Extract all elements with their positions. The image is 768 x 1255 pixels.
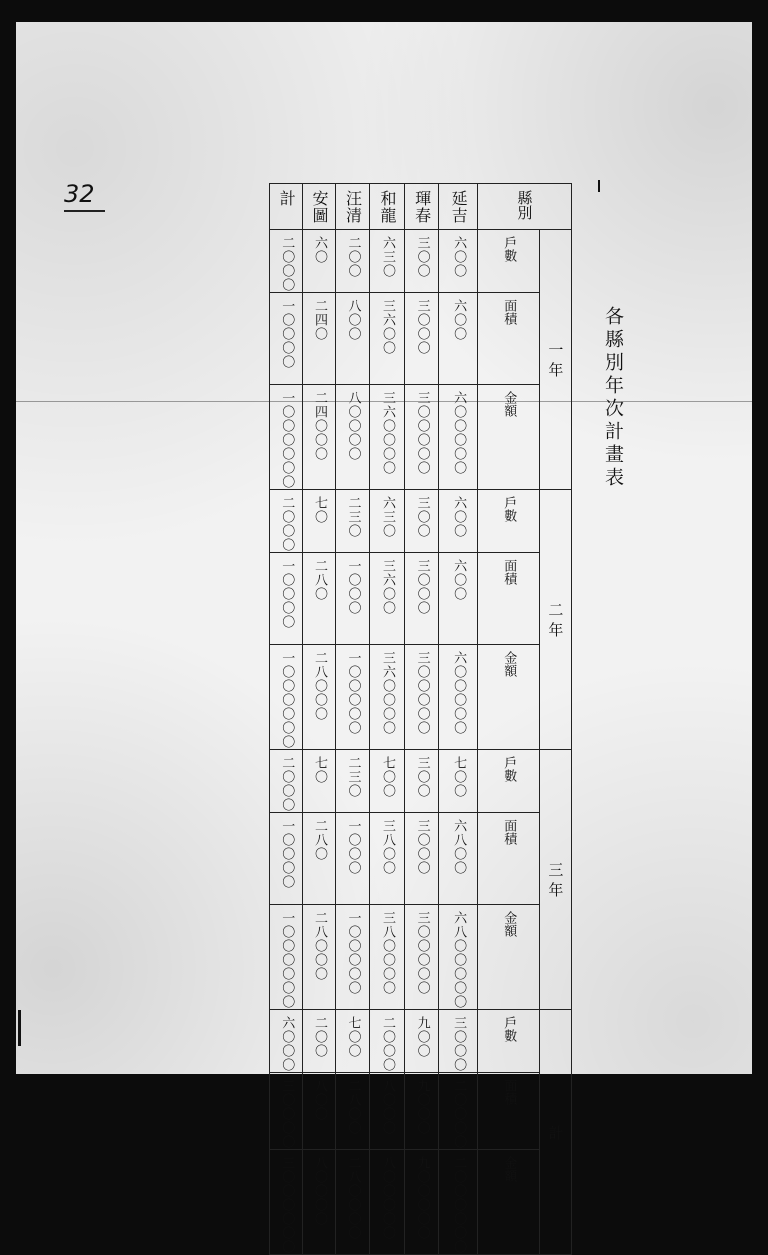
value-cell bbox=[439, 645, 477, 750]
value-cell-text: 二〇〇〇 bbox=[380, 1016, 396, 1072]
value-cell-text: 六〇〇〇〇〇 bbox=[451, 391, 467, 475]
value-cell bbox=[335, 553, 370, 645]
year-group-header-text: 三 年 bbox=[546, 862, 565, 897]
value-cell bbox=[270, 293, 303, 385]
value-cell bbox=[303, 905, 335, 1010]
value-cell bbox=[335, 1073, 370, 1150]
value-cell bbox=[370, 905, 405, 1010]
value-cell-text: 七〇 bbox=[312, 496, 328, 524]
value-cell bbox=[370, 1010, 405, 1073]
value-cell bbox=[335, 1150, 370, 1255]
sub-header bbox=[477, 750, 539, 813]
sub-header-text: 面積 bbox=[501, 819, 517, 845]
value-cell bbox=[370, 385, 405, 490]
county-header-text: 安圖 bbox=[310, 190, 330, 224]
table-row bbox=[270, 293, 572, 385]
value-cell-text: 二四〇〇〇 bbox=[312, 391, 328, 461]
value-cell bbox=[439, 1010, 477, 1073]
value-cell bbox=[370, 750, 405, 813]
value-cell bbox=[335, 490, 370, 553]
value-cell bbox=[270, 385, 303, 490]
sub-header-text: 戶數 bbox=[501, 236, 517, 262]
value-cell-text: 六〇 bbox=[312, 236, 328, 264]
sub-header-text: 面積 bbox=[501, 299, 517, 325]
value-cell-text: 二〇〇〇〇 bbox=[451, 1079, 467, 1149]
value-cell bbox=[335, 813, 370, 905]
value-cell-text: 二〇〇〇〇〇〇 bbox=[451, 1156, 467, 1254]
value-cell-text: 二〇〇 bbox=[345, 236, 361, 278]
value-cell bbox=[439, 1073, 477, 1150]
value-cell-text: 八〇〇 bbox=[345, 299, 361, 341]
value-cell-text: 六三〇 bbox=[380, 496, 396, 538]
sub-header-text: 戶數 bbox=[501, 496, 517, 522]
value-cell-text: 八〇〇 bbox=[312, 1079, 328, 1121]
table-row bbox=[270, 645, 572, 750]
county-header bbox=[370, 184, 405, 230]
value-cell-text: 九〇〇 bbox=[414, 1016, 430, 1058]
corner-header bbox=[477, 184, 571, 230]
year-group-header-text: 一 年 bbox=[546, 342, 565, 377]
value-cell-text: 一〇〇〇〇 bbox=[279, 819, 295, 889]
value-cell-text: 九〇〇〇 bbox=[414, 1079, 430, 1135]
value-cell-text: 二八〇 bbox=[312, 559, 328, 601]
value-cell-text: 三六〇〇 bbox=[380, 559, 396, 615]
table-row bbox=[270, 813, 572, 905]
county-header-text: 計 bbox=[277, 190, 297, 207]
county-header bbox=[335, 184, 370, 230]
value-cell-text: 三八〇〇〇〇 bbox=[380, 911, 396, 995]
value-cell-text: 六〇〇〇 bbox=[279, 1016, 295, 1072]
value-cell bbox=[404, 553, 439, 645]
table-row bbox=[270, 1073, 572, 1150]
value-cell-text: 七〇〇 bbox=[380, 756, 396, 798]
value-cell-text: 六〇〇 bbox=[451, 236, 467, 278]
value-cell-text: 一〇〇〇 bbox=[345, 819, 361, 875]
value-cell bbox=[303, 490, 335, 553]
year-group-header bbox=[539, 1010, 571, 1255]
value-cell bbox=[404, 490, 439, 553]
value-cell bbox=[335, 750, 370, 813]
value-cell bbox=[404, 750, 439, 813]
value-cell-text: 二四〇 bbox=[312, 299, 328, 341]
county-header bbox=[303, 184, 335, 230]
value-cell-text: 一〇〇〇〇 bbox=[279, 559, 295, 629]
value-cell bbox=[303, 1073, 335, 1150]
sub-header bbox=[477, 385, 539, 490]
value-cell-text: 三〇〇〇〇〇 bbox=[414, 651, 430, 735]
value-cell bbox=[370, 1073, 405, 1150]
value-cell bbox=[303, 230, 335, 293]
value-cell bbox=[270, 490, 303, 553]
value-cell-text: 二三〇 bbox=[345, 496, 361, 538]
value-cell bbox=[303, 553, 335, 645]
value-cell-text: 二〇〇 bbox=[312, 1016, 328, 1058]
value-cell bbox=[335, 645, 370, 750]
value-cell-text: 一〇〇〇 bbox=[345, 559, 361, 615]
value-cell bbox=[270, 1150, 303, 1255]
value-cell-text: 八〇〇〇〇 bbox=[345, 391, 361, 461]
value-cell bbox=[439, 553, 477, 645]
value-cell-text: 三〇〇〇〇〇 bbox=[414, 391, 430, 475]
value-cell-text: 七〇 bbox=[312, 756, 328, 784]
value-cell-text: 七〇〇 bbox=[451, 756, 467, 798]
value-cell bbox=[404, 1010, 439, 1073]
year-group-header-text: 二 年 bbox=[546, 602, 565, 637]
sub-header bbox=[477, 813, 539, 905]
county-header-text: 汪清 bbox=[343, 190, 363, 224]
value-cell bbox=[335, 385, 370, 490]
value-cell-text: 二〇〇〇 bbox=[279, 496, 295, 552]
value-cell bbox=[404, 905, 439, 1010]
value-cell bbox=[303, 813, 335, 905]
sub-header bbox=[477, 1073, 539, 1150]
value-cell-text: 八〇〇〇〇〇 bbox=[380, 1156, 396, 1240]
value-cell bbox=[303, 1010, 335, 1073]
value-cell-text: 一〇〇〇〇〇〇 bbox=[279, 651, 295, 749]
sub-header bbox=[477, 490, 539, 553]
value-cell-text: 三〇〇 bbox=[414, 236, 430, 278]
value-cell-text: 七〇〇 bbox=[345, 1016, 361, 1058]
table-row bbox=[270, 1010, 572, 1073]
value-cell bbox=[370, 293, 405, 385]
value-cell bbox=[303, 750, 335, 813]
county-header-text: 延吉 bbox=[449, 190, 469, 224]
value-cell-text: 六〇〇 bbox=[451, 559, 467, 601]
value-cell-text: 一〇〇〇〇〇〇 bbox=[279, 911, 295, 1009]
year-group-header bbox=[539, 230, 571, 490]
table-row bbox=[270, 490, 572, 553]
value-cell bbox=[335, 905, 370, 1010]
value-cell bbox=[270, 905, 303, 1010]
corner-header-text: 縣別 bbox=[515, 190, 534, 220]
value-cell-text: 三〇〇 bbox=[414, 756, 430, 798]
ink-mark bbox=[598, 180, 600, 192]
table-row bbox=[270, 385, 572, 490]
value-cell bbox=[303, 385, 335, 490]
value-cell bbox=[270, 813, 303, 905]
value-cell-text: 九〇〇〇〇〇 bbox=[414, 1156, 430, 1240]
value-cell-text: 三〇〇〇 bbox=[414, 299, 430, 355]
year-group-header-text: 計 bbox=[546, 1124, 565, 1140]
sub-header bbox=[477, 1150, 539, 1255]
sub-header-text: 面積 bbox=[501, 559, 517, 585]
sub-header bbox=[477, 553, 539, 645]
sub-header-text: 金額 bbox=[501, 391, 517, 417]
value-cell bbox=[303, 645, 335, 750]
value-cell bbox=[335, 293, 370, 385]
value-cell-text: 三〇〇〇〇〇〇 bbox=[279, 1156, 295, 1254]
value-cell bbox=[270, 750, 303, 813]
value-cell bbox=[439, 293, 477, 385]
value-cell bbox=[335, 1010, 370, 1073]
table-row bbox=[270, 905, 572, 1010]
value-cell-text: 六〇〇 bbox=[451, 299, 467, 341]
value-cell bbox=[370, 645, 405, 750]
value-cell-text: 六八〇〇 bbox=[451, 819, 467, 875]
value-cell bbox=[270, 230, 303, 293]
value-cell-text: 一〇〇〇〇 bbox=[279, 299, 295, 369]
year-group-header bbox=[539, 750, 571, 1010]
value-cell-text: 三〇〇〇 bbox=[414, 819, 430, 875]
value-cell bbox=[270, 1010, 303, 1073]
sub-header bbox=[477, 905, 539, 1010]
value-cell bbox=[404, 1073, 439, 1150]
sub-header-text: 面積 bbox=[501, 1079, 517, 1105]
value-cell-text: 六三〇 bbox=[380, 236, 396, 278]
value-cell bbox=[439, 813, 477, 905]
county-header-text: 琿春 bbox=[412, 190, 432, 224]
county-header-text: 和龍 bbox=[378, 190, 398, 224]
value-cell bbox=[404, 230, 439, 293]
sub-header bbox=[477, 645, 539, 750]
value-cell bbox=[303, 293, 335, 385]
value-cell bbox=[439, 230, 477, 293]
value-cell-text: 三六〇〇 bbox=[380, 299, 396, 355]
ink-mark bbox=[18, 1010, 21, 1046]
value-cell bbox=[404, 385, 439, 490]
sub-header-text: 金額 bbox=[501, 911, 517, 937]
sub-header bbox=[477, 1010, 539, 1073]
table-row bbox=[270, 553, 572, 645]
table-row bbox=[270, 230, 572, 293]
value-cell bbox=[270, 553, 303, 645]
value-cell bbox=[439, 1150, 477, 1255]
value-cell bbox=[404, 293, 439, 385]
value-cell-text: 二八〇〇〇 bbox=[312, 911, 328, 981]
value-cell bbox=[404, 645, 439, 750]
value-cell bbox=[370, 490, 405, 553]
value-cell bbox=[370, 1150, 405, 1255]
sub-header-text: 戶數 bbox=[501, 1016, 517, 1042]
value-cell-text: 六八〇〇〇〇〇 bbox=[451, 911, 467, 1009]
sub-header-text: 戶數 bbox=[501, 756, 517, 782]
county-header bbox=[270, 184, 303, 230]
value-cell-text: 三〇〇 bbox=[414, 496, 430, 538]
value-cell bbox=[303, 1150, 335, 1255]
value-cell-text: 二八〇〇 bbox=[345, 1079, 361, 1135]
page-number: 32 bbox=[64, 180, 105, 212]
value-cell bbox=[370, 230, 405, 293]
value-cell-text: 三〇〇〇 bbox=[414, 559, 430, 615]
value-cell bbox=[439, 385, 477, 490]
value-cell-text: 三〇〇〇〇〇 bbox=[414, 911, 430, 995]
value-cell-text: 三六〇〇〇〇 bbox=[380, 391, 396, 475]
value-cell-text: 三〇〇〇 bbox=[451, 1016, 467, 1072]
table-body bbox=[270, 184, 572, 1255]
value-cell-text: 三八〇〇 bbox=[380, 819, 396, 875]
value-cell bbox=[439, 905, 477, 1010]
value-cell-text: 八〇〇〇〇 bbox=[312, 1156, 328, 1226]
value-cell bbox=[404, 813, 439, 905]
value-cell bbox=[370, 813, 405, 905]
document-title: 各縣別年次計畫表 bbox=[602, 306, 624, 490]
sub-header bbox=[477, 230, 539, 293]
value-cell-text: 六〇〇〇〇〇 bbox=[451, 651, 467, 735]
sub-header bbox=[477, 293, 539, 385]
value-cell bbox=[404, 1150, 439, 1255]
value-cell-text: 二三〇 bbox=[345, 756, 361, 798]
value-cell-text: 三〇〇〇〇 bbox=[279, 1079, 295, 1149]
county-header bbox=[439, 184, 477, 230]
value-cell-text: 二〇〇〇 bbox=[279, 756, 295, 812]
value-cell-text: 二〇〇〇 bbox=[279, 236, 295, 292]
county-header bbox=[404, 184, 439, 230]
header-row bbox=[270, 184, 572, 230]
value-cell-text: 六〇〇 bbox=[451, 496, 467, 538]
value-cell-text: 一〇〇〇〇〇 bbox=[345, 911, 361, 995]
value-cell-text: 一〇〇〇〇〇 bbox=[345, 651, 361, 735]
value-cell-text: 三六〇〇〇〇 bbox=[380, 651, 396, 735]
value-cell bbox=[439, 490, 477, 553]
value-cell-text: 二八〇〇〇〇 bbox=[345, 1156, 361, 1240]
value-cell-text: 一〇〇〇〇〇〇 bbox=[279, 391, 295, 489]
value-cell bbox=[270, 1073, 303, 1150]
year-group-header bbox=[539, 490, 571, 750]
sub-header-text: 金額 bbox=[501, 1156, 517, 1182]
value-cell bbox=[370, 553, 405, 645]
value-cell bbox=[270, 645, 303, 750]
census-table bbox=[269, 183, 572, 1255]
value-cell-text: 二八〇 bbox=[312, 819, 328, 861]
value-cell bbox=[335, 230, 370, 293]
value-cell-text: 二八〇〇〇 bbox=[312, 651, 328, 721]
sub-header-text: 金額 bbox=[501, 651, 517, 677]
table-row bbox=[270, 1150, 572, 1255]
value-cell bbox=[439, 750, 477, 813]
value-cell-text: 八〇〇〇 bbox=[380, 1079, 396, 1135]
table-row bbox=[270, 750, 572, 813]
